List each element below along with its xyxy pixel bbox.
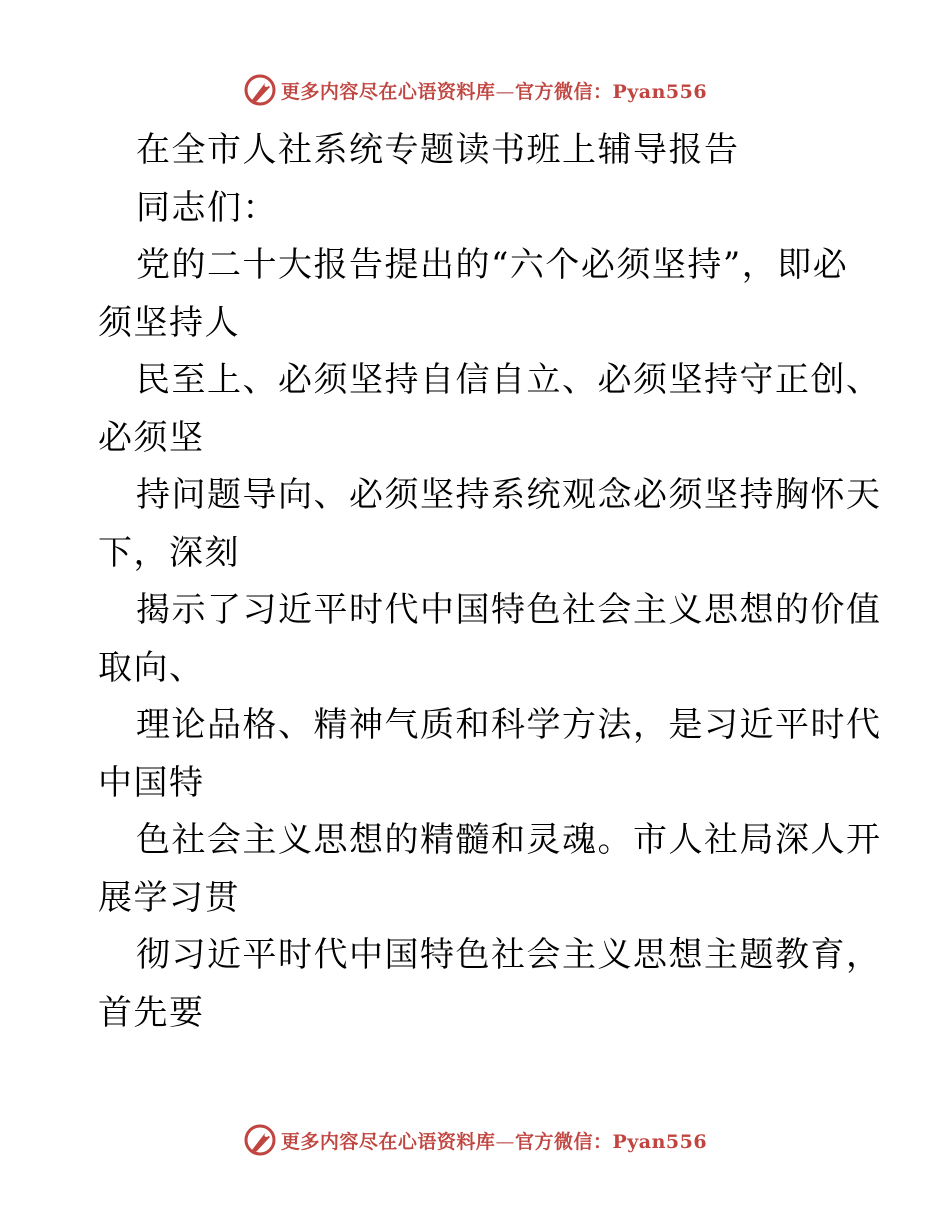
salutation: 同志们： <box>136 187 278 228</box>
watermark-account: 官方微信：Pyan556 <box>514 80 708 103</box>
text-line: 取向、 <box>98 647 205 688</box>
document-body <box>98 122 882 1042</box>
watermark-main: 更多内容尽在心语资料库 <box>280 80 496 103</box>
header-watermark <box>0 70 950 110</box>
text-line: 持问题导向、必须坚持系统观念必须坚持胸怀天 <box>136 475 882 515</box>
text-line: 必须坚 <box>98 417 205 458</box>
document-title: 在全市人社系统专题读书班上辅导报告 <box>136 130 740 170</box>
text-line: 中国特 <box>98 762 205 803</box>
watermark-dash: — <box>495 80 515 103</box>
text-line: 展学习贯 <box>98 877 240 918</box>
text-line: 色社会主义思想的精髓和灵魂。市人社局深人开 <box>136 820 882 860</box>
watermark-dash: — <box>495 1130 515 1153</box>
text-line: 揭示了习近平时代中国特色社会主义思想的价值 <box>136 590 882 630</box>
text-line: 彻习近平时代中国特色社会主义思想主题教育， <box>136 935 882 975</box>
pen-nib-logo-icon <box>243 1123 277 1157</box>
watermark-text <box>281 1127 707 1154</box>
text-line: 首先要 <box>98 992 205 1033</box>
text-line: 下，深刻 <box>98 532 240 573</box>
watermark-main: 更多内容尽在心语资料库 <box>280 1130 496 1153</box>
watermark-text <box>281 77 707 104</box>
text-line: 民至上、必须坚持自信自立、必须坚持守正创、 <box>136 360 882 400</box>
footer-watermark <box>0 1120 950 1160</box>
text-line: 须坚持人 <box>98 302 240 343</box>
text-line: 理论品格、精神气质和科学方法，是习近平时代 <box>136 705 882 745</box>
pen-nib-logo-icon <box>243 73 277 107</box>
watermark-account: 官方微信：Pyan556 <box>514 1130 708 1153</box>
text-line: 党的二十大报告提出的“六个必须坚持”，即必 <box>136 245 849 285</box>
